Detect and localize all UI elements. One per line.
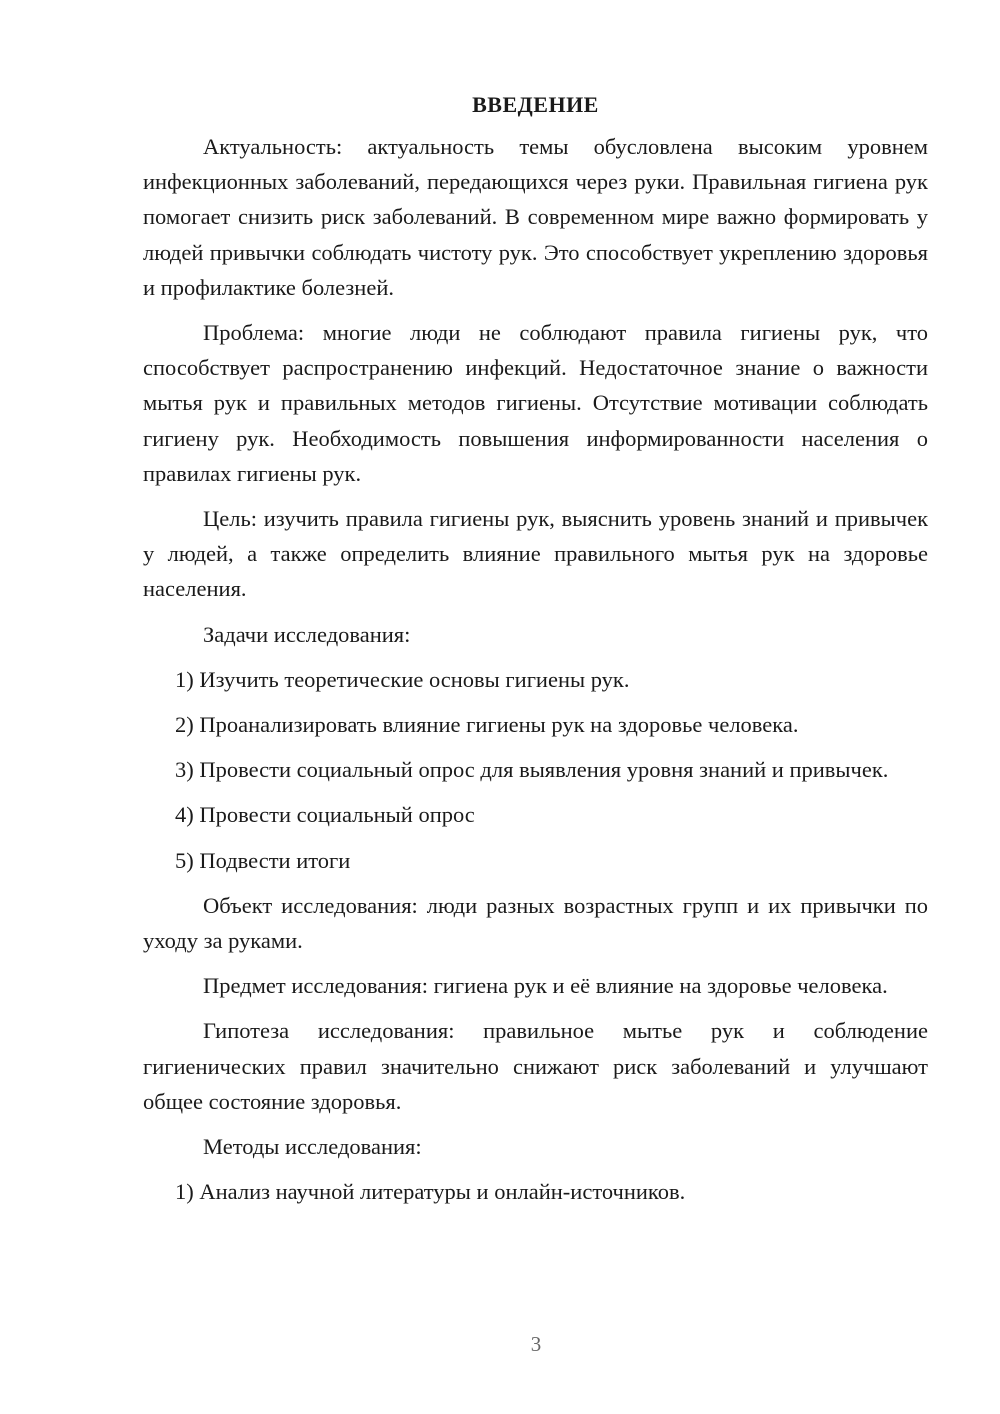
- task-item-4: 4) Провести социальный опрос: [175, 802, 475, 828]
- method-item-1: 1) Анализ научной литературы и онлайн-источников.: [175, 1179, 686, 1205]
- methods-heading: Методы исследования:: [203, 1134, 422, 1160]
- tasks-heading: Задачи исследования:: [203, 621, 411, 647]
- relevance-paragraph: Актуальность: актуальность темы обусловлена высоким уровнем инфекционных заболеваний, передающихся через руки. Правильная гигиена рук помогает снизить риск заболеваний. В современном мире важно формировать у людей привычки соблюдать чистоту рук. Это способствует укреплению здоровья и профилактике болезней.: [143, 134, 928, 300]
- object-paragraph: Объект исследования: люди разных возрастных групп и их привычки по уходу за руками.: [143, 892, 928, 954]
- section-title: ВВЕДЕНИЕ: [472, 92, 599, 117]
- task-item-5: 5) Подвести итоги: [175, 847, 351, 873]
- task-item-2: 2) Проанализировать влияние гигиены рук на здоровье человека.: [175, 712, 799, 738]
- problem-paragraph: Проблема: многие люди не соблюдают правила гигиены рук, что способствует распространению инфекций. Недостаточное знание о важности мытья рук и правильных методов гигиены. Отсутствие мотивации соблюдать гигиену рук. Необходимость повышения информированности населения о правилах гигиены рук.: [143, 320, 928, 486]
- hypothesis-paragraph: Гипотеза исследования: правильное мытье рук и соблюдение гигиенических правил значительно снижают риск заболеваний и улучшают общее состояние здоровья.: [143, 1018, 928, 1114]
- goal-paragraph: Цель: изучить правила гигиены рук, выяснить уровень знаний и привычек у людей, а также определить влияние правильного мытья рук на здоровье населения.: [143, 506, 928, 602]
- page-number: 3: [530, 1332, 542, 1356]
- document-body: [143, 90, 928, 1219]
- subject-paragraph: Предмет исследования: гигиена рук и её влияние на здоровье человека.: [203, 973, 888, 999]
- task-item-3: 3) Провести социальный опрос для выявления уровня знаний и привычек.: [175, 757, 889, 783]
- task-item-1: 1) Изучить теоретические основы гигиены рук.: [175, 666, 630, 692]
